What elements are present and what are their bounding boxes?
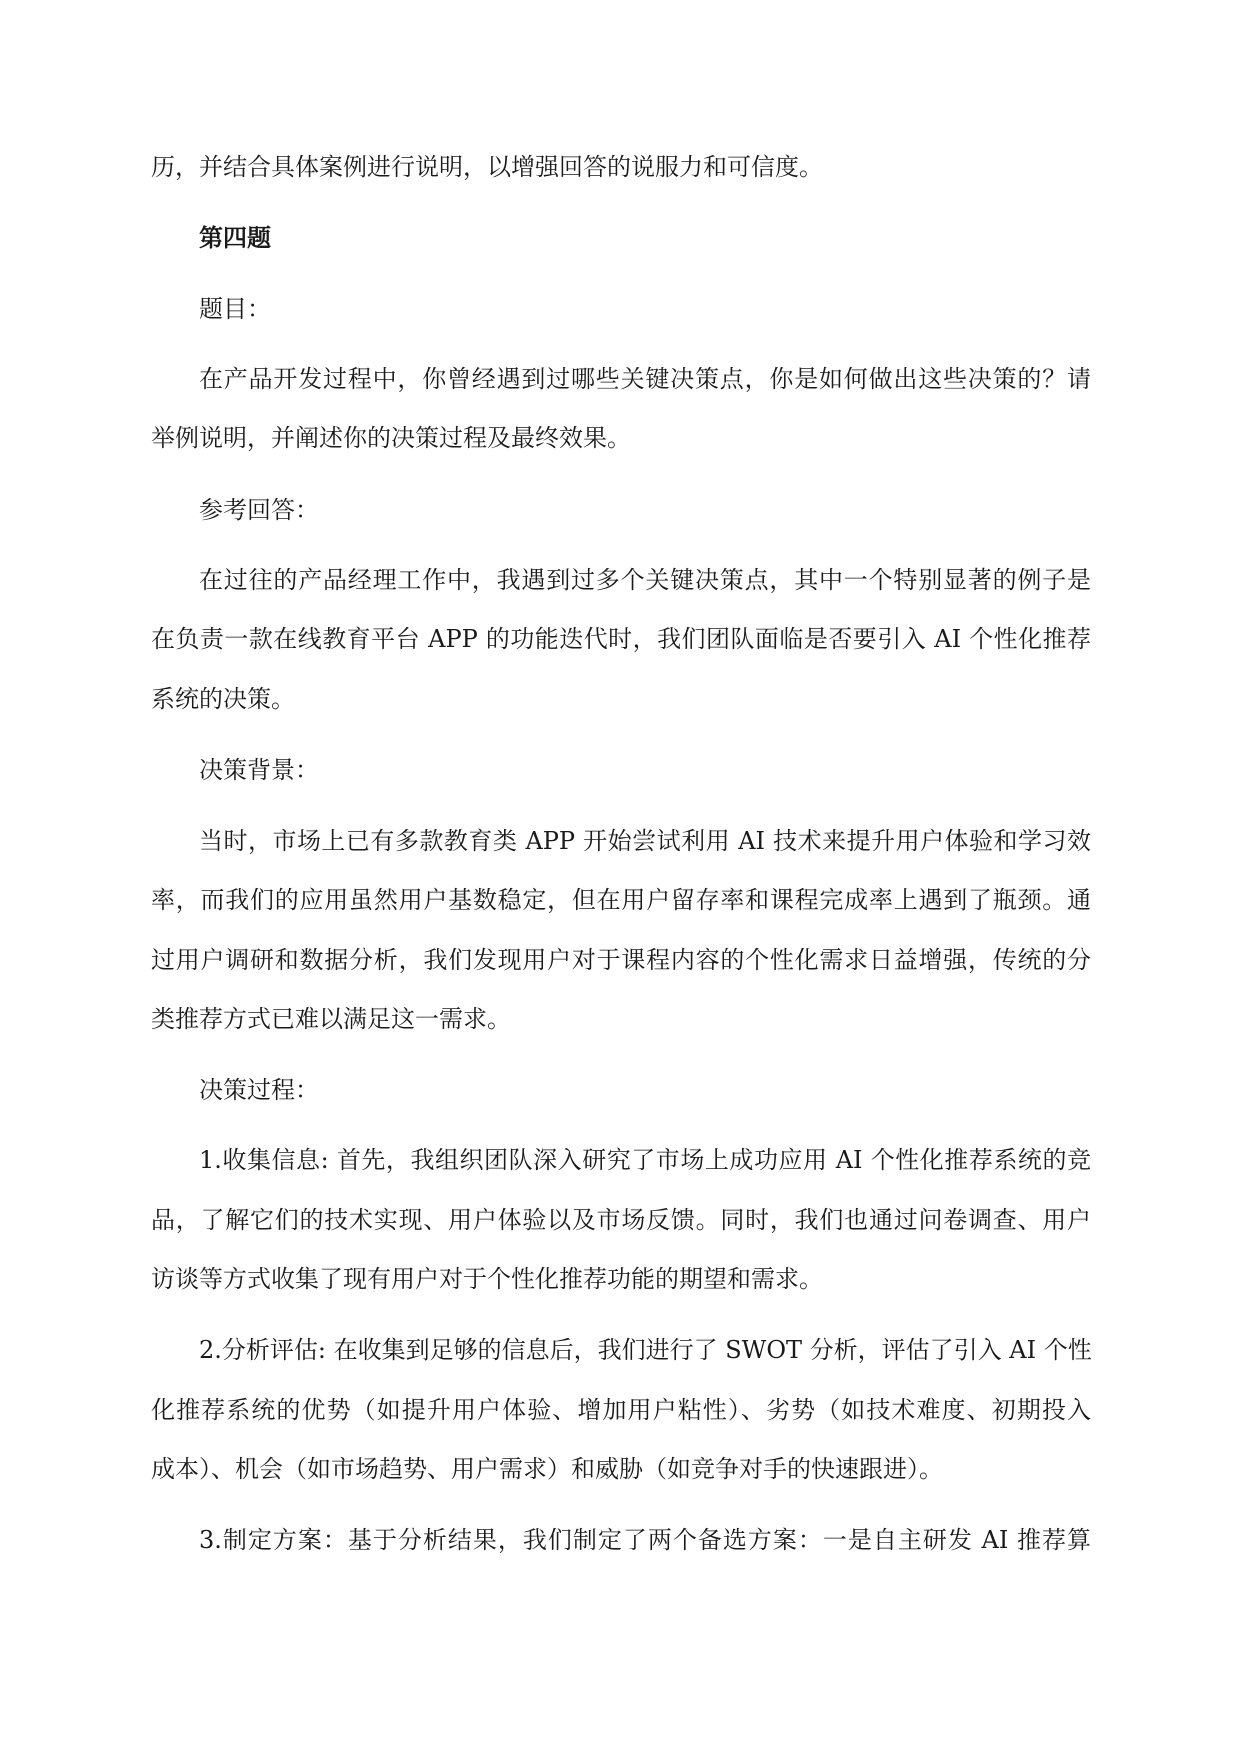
paragraph-label: 题目： [199, 295, 271, 323]
paragraph-line: 类推荐方式已难以满足这一需求。 [151, 1005, 511, 1033]
paragraph-line: 3.制定方案：基于分析结果，我们制定了两个备选方案：一是自主研发 AI 推荐算 [199, 1526, 1091, 1554]
paragraph-label: 决策过程： [199, 1076, 319, 1104]
paragraph-line: 2.分析评估: 在收集到足够的信息后，我们进行了 SWOT 分析，评估了引入 AI 个性 [199, 1336, 1092, 1364]
paragraph-line: 访谈等方式收集了现有用户对于个性化推荐功能的期望和需求。 [151, 1265, 823, 1293]
paragraph-line: 当时，市场上已有多款教育类 APP 开始尝试利用 AI 技术来提升用户体验和学习效 [199, 827, 1091, 855]
paragraph-line: 举例说明，并阐述你的决策过程及最终效果。 [151, 424, 631, 452]
paragraph-line: 成本）、机会（如市场趋势、用户需求）和威胁（如竞争对手的快速跟进）。 [151, 1455, 943, 1483]
section-heading: 第四题 [199, 224, 271, 252]
paragraph-label: 参考回答： [199, 496, 319, 524]
paragraph-line: 化推荐系统的优势（如提升用户体验、增加用户粘性）、劣势（如技术难度、初期投入 [151, 1396, 1091, 1424]
paragraph-line: 1.收集信息: 首先，我组织团队深入研究了市场上成功应用 AI 个性化推荐系统的竞 [199, 1146, 1091, 1174]
paragraph-line: 品，了解它们的技术实现、用户体验以及市场反馈。同时，我们也通过问卷调查、用户 [151, 1206, 1091, 1234]
paragraph-line: 率，而我们的应用虽然用户基数稳定，但在用户留存率和课程完成率上遇到了瓶颈。通 [151, 886, 1091, 914]
paragraph-line: 在过往的产品经理工作中，我遇到过多个关键决策点，其中一个特别显著的例子是 [199, 566, 1091, 594]
paragraph-line: 在负责一款在线教育平台 APP 的功能迭代时，我们团队面临是否要引入 AI 个性化推荐 [151, 625, 1091, 653]
paragraph-label: 决策背景： [199, 756, 319, 784]
paragraph-line: 历，并结合具体案例进行说明，以增强回答的说服力和可信度。 [151, 153, 823, 181]
paragraph-line: 过用户调研和数据分析，我们发现用户对于课程内容的个性化需求日益增强，传统的分 [151, 946, 1091, 974]
paragraph-line: 系统的决策。 [151, 685, 295, 713]
paragraph-line: 在产品开发过程中，你曾经遇到过哪些关键决策点，你是如何做出这些决策的？请 [199, 365, 1091, 393]
